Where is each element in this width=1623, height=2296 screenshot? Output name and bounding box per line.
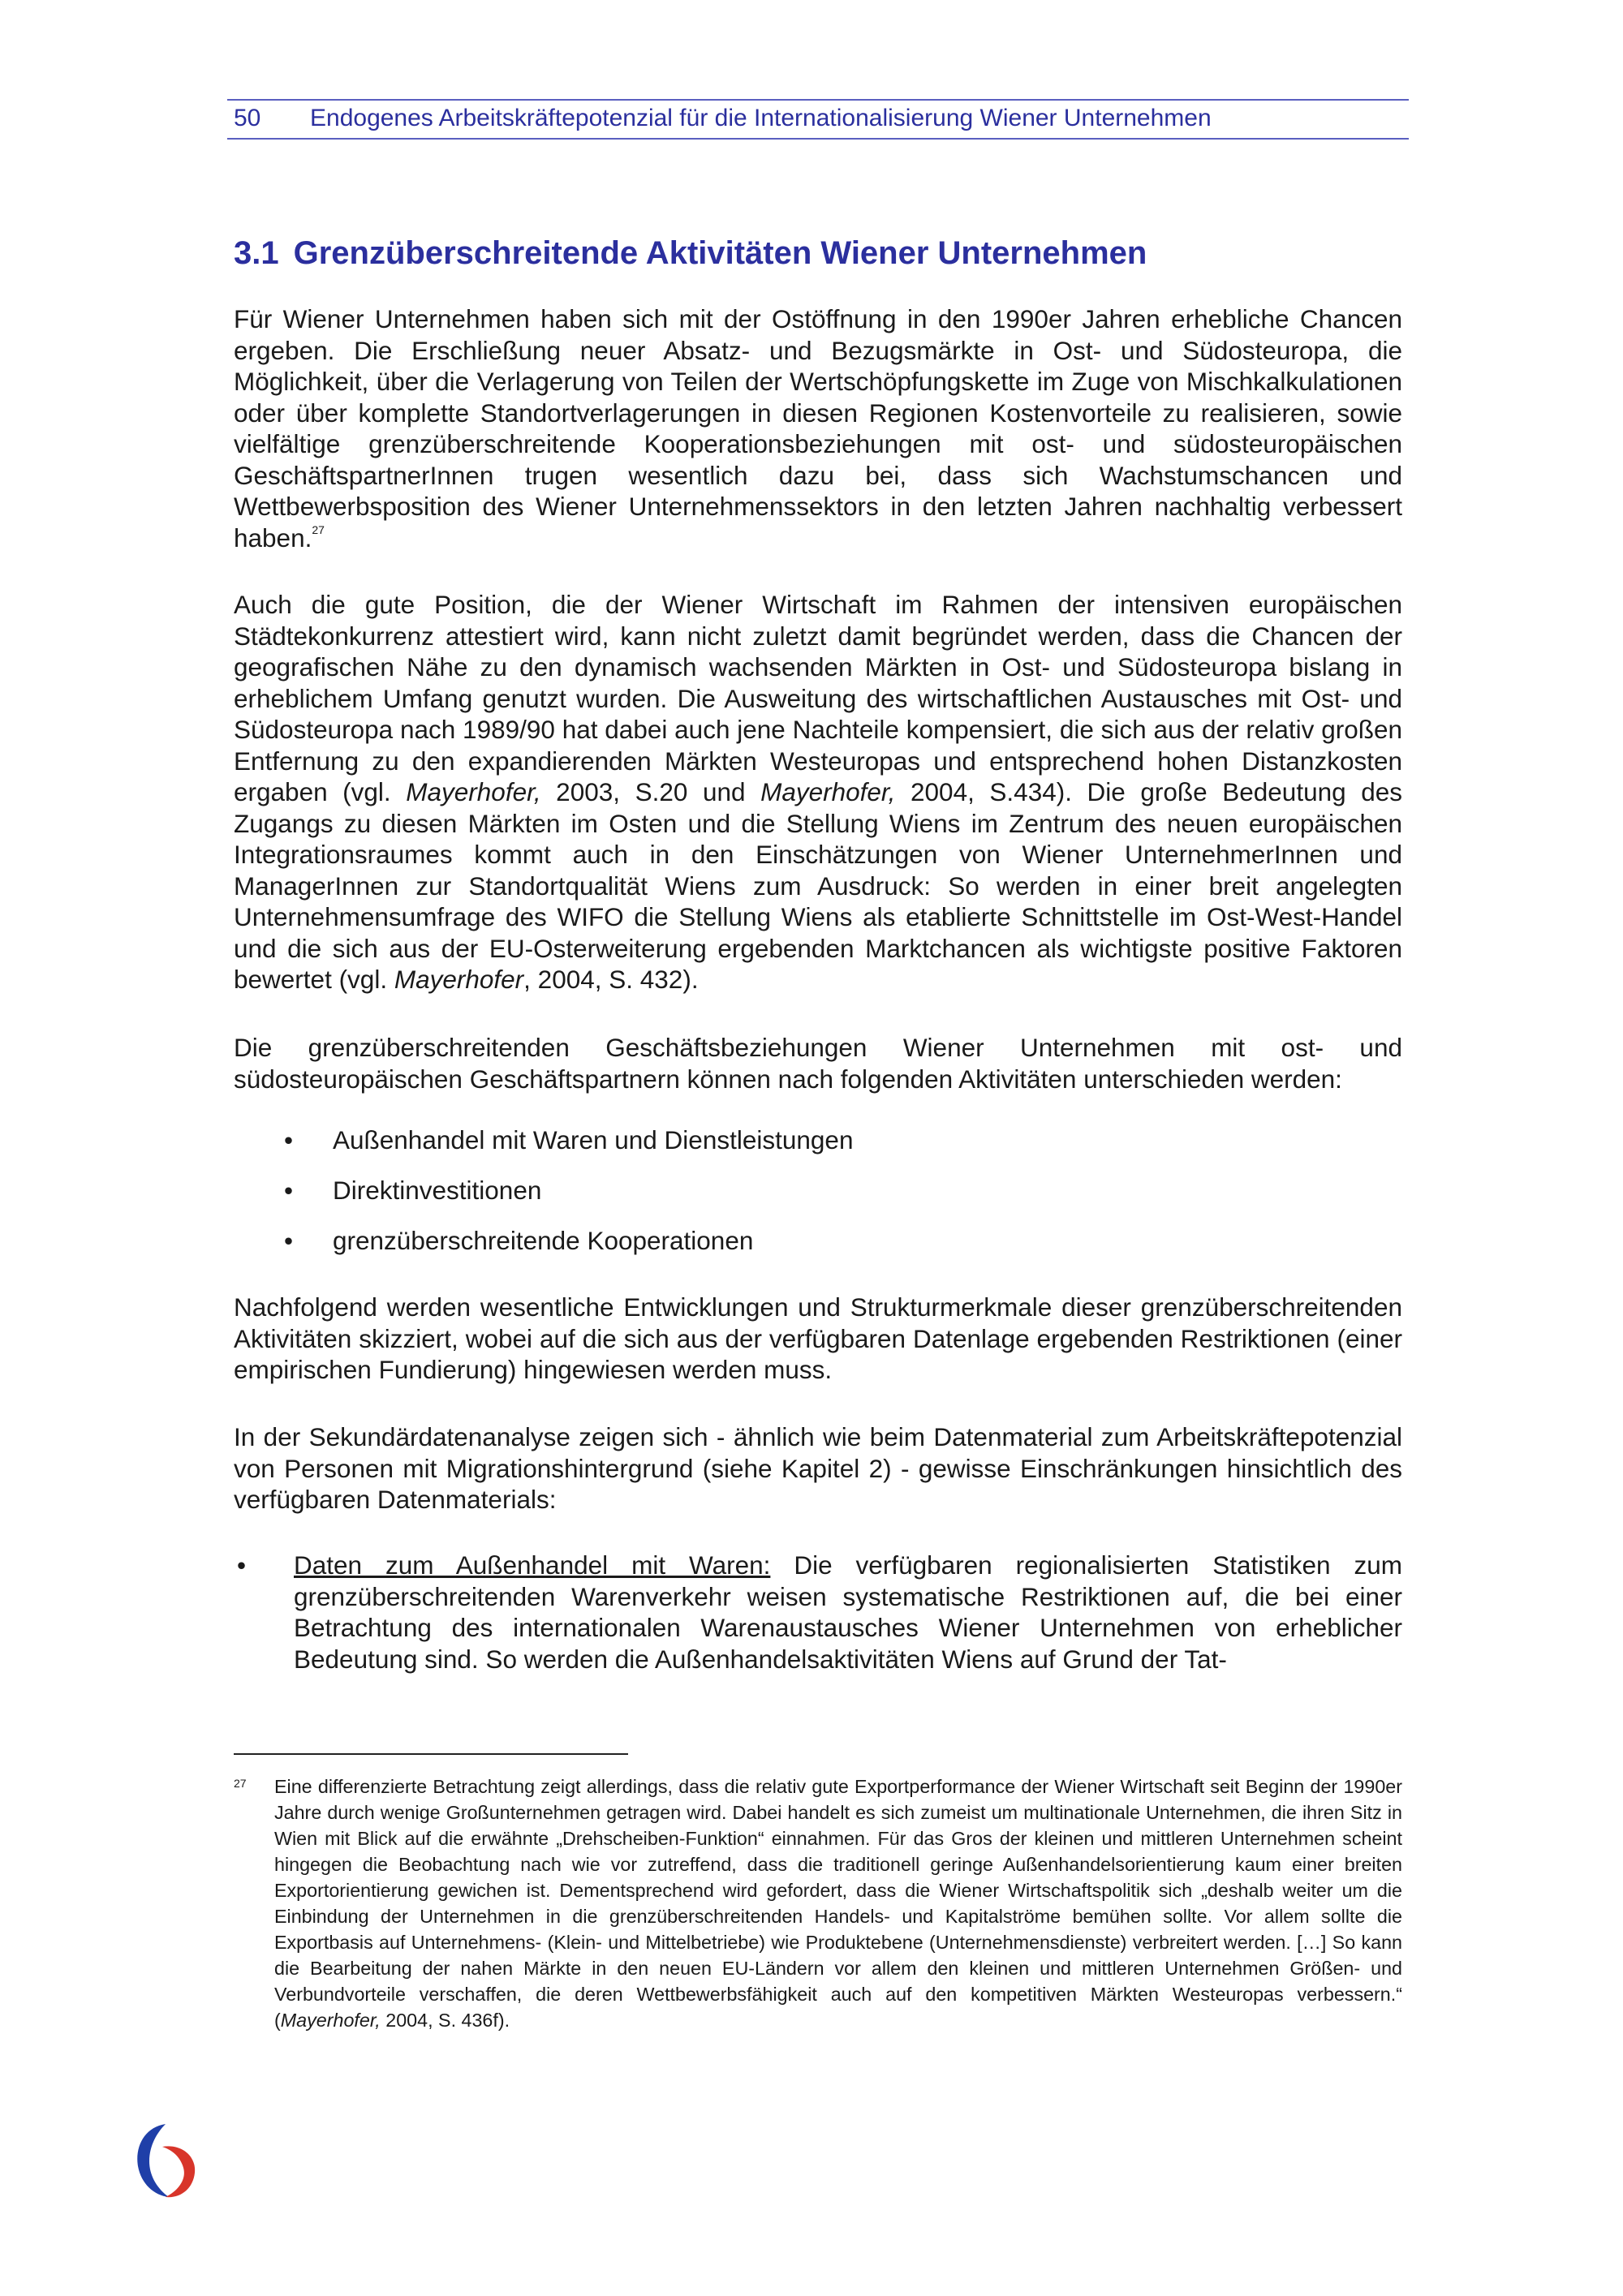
- paragraph-1-text: Für Wiener Unternehmen haben sich mit der Ostöffnung in den 1990er Jahren erhebliche Chancen ergeben. Die Erschließung neuer Absatz- und Bezugsmärkte in Ost- und Südosteuropa, die Möglichkeit, über die Verlagerung von Teilen der Wertschöpfungskette im Zuge von Mischkalkulationen oder über komplette Standortverlagerungen in diesen Regionen Kostenvorteile zu realisieren, sowie vielfältige grenzüberschreitende Kooperationsbeziehungen mit ost- und südosteuropäischen GeschäftspartnerInnen trugen wesentlich dazu bei, dass sich Wachstumschancen und Wettbewerbsposition des Wiener Unternehmenssektors in den letzten Jahren nachhaltig verbessert haben.: [234, 304, 1402, 553]
- citation-mayerhofer-2004: Mayerhofer,: [760, 777, 896, 806]
- list-item: [234, 1225, 853, 1275]
- publisher-logo-icon: [130, 2119, 203, 2200]
- document-title: Endogenes Arbeitskräftepotenzial für die Internationalisierung Wiener Unternehmen: [310, 105, 1212, 131]
- section-title: Grenzüberschreitende Aktivitäten Wiener Unternehmen: [293, 235, 1147, 271]
- bullet-icon: •: [237, 1550, 247, 1580]
- running-header: [227, 99, 1409, 140]
- section-number: 3.1: [234, 235, 279, 271]
- data-bullet: [234, 1550, 1402, 1675]
- paragraph-2: [234, 589, 1402, 995]
- footnote: [234, 1774, 1402, 2033]
- footnote-citation: Mayerhofer,: [280, 2010, 381, 2031]
- footnote-reference[interactable]: 27: [312, 522, 325, 536]
- list-item-text: grenzüberschreitende Kooperationen: [333, 1226, 754, 1255]
- data-bullet-label: Daten zum Außenhandel mit Waren:: [294, 1550, 771, 1580]
- footnote-body: Eine differenzierte Betrachtung zeigt allerdings, dass die relativ gute Exportperformance der Wiener Wirtschaft seit Beginn der 1990er Jahre durch wenige Großunternehmen getragen wird. Dabei handelt es sich zumeist um multinationale Unternehmen, die ihren Sitz in Wien mit Blick auf die erwähnte „Drehscheiben-Funktion“ einnahmen. Für das Gros der kleinen und mittleren Unternehmen scheint hingegen die Beobachtung nach wie vor zutreffend, dass die traditionell geringe Außenhandelsorientierung kaum einer breiten Exportorientierung gewichen ist. Dementsprechend wird gefordert, dass die Wiener Wirtschaftspolitik sich „deshalb weiter um die Einbindung der Unternehmen in die grenzüberschreitenden Handels- und Kapitalströme bemühen sollte. Vor allem sollte die Exportbasis auf Unternehmens- (Klein- und Mittelbetriebe) wie Produktebene (Unternehmensdienste) verbreitert werden. […] So kann die Bearbeitung der nahen Märkte in den neuen EU-Ländern vor allem den kleinen und mittleren Unternehmen Größen- und Verbundvorteile verschaffen, die deren Wettbewerbsfähigkeit auch auf den kompetitiven Märkten Westeuropas verbessern.“ (: [274, 1776, 1402, 2031]
- footnote-divider: [234, 1753, 628, 1755]
- paragraph-5: In der Sekundärdatenanalyse zeigen sich - ähnlich wie beim Datenmaterial zum Arbeitskräftepotenzial von Personen mit Migrationshintergrund (siehe Kapitel 2) - gewisse Einschränkungen hinsichtlich des verfügbaren Datenmaterials:: [234, 1422, 1402, 1514]
- paragraph-4: Nachfolgend werden wesentliche Entwicklungen und Strukturmerkmale dieser grenzüberschreitenden Aktivitäten skizziert, wobei auf die sich aus der verfügbaren Datenlage ergebenden Restriktionen (einer empirischen Fundierung) hingewiesen werden muss.: [234, 1292, 1402, 1384]
- footnote-text: [274, 1774, 1402, 2033]
- activity-list: [234, 1124, 853, 1275]
- bullet-icon: •: [284, 1176, 294, 1205]
- list-item: [234, 1124, 853, 1175]
- paragraph-3: Die grenzüberschreitenden Geschäftsbeziehungen Wiener Unternehmen mit ost- und südosteuropäischen Geschäftspartnern können nach folgenden Aktivitäten unterschieden werden:: [234, 1033, 1402, 1094]
- paragraph-2-part-4: , 2004, S. 432).: [523, 965, 699, 994]
- list-item-text: Direktinvestitionen: [333, 1176, 542, 1205]
- bullet-icon: •: [284, 1226, 294, 1255]
- data-bullet-content: [294, 1550, 1402, 1675]
- data-bullet-text: Die verfügbaren regionalisierten Statistiken zum grenzüberschreitenden Warenverkehr weisen systematische Restriktionen auf, die bei einer Betrachtung des internationalen Warenaustausches Wiener Unternehmen von erheblicher Bedeutung sind. So werden die Außenhandelsaktivitäten Wiens auf Grund der Tat-: [294, 1550, 1402, 1674]
- section-heading: [234, 230, 1147, 276]
- bullet-icon: •: [284, 1125, 294, 1154]
- citation-mayerhofer-2003: Mayerhofer,: [406, 777, 541, 806]
- paragraph-2-part-2: 2003, S.20 und: [540, 777, 761, 806]
- list-item: [234, 1175, 853, 1225]
- paragraph-2-part-1: Auch die gute Position, die der Wiener Wirtschaft im Rahmen der intensiven europäischen Städtekonkurrenz attestiert wird, kann nicht zuletzt damit begründet werden, dass die Chancen der geografischen Nähe zu den dynamisch wachsenden Märkten in Ost- und Südosteuropa bislang in erheblichem Umfang genutzt wurden. Die Ausweitung des wirtschaftlichen Austausches mit Ost- und Südosteuropa nach 1989/90 hat dabei auch jene Nachteile kompensiert, die sich aus der relativ großen Entfernung zu den expandierenden Märkten Westeuropas und entsprechend hohen Distanzkosten ergaben (vgl.: [234, 590, 1402, 806]
- footnote-number: 27: [234, 1777, 247, 1790]
- list-item-text: Außenhandel mit Waren und Dienstleistungen: [333, 1125, 854, 1154]
- citation-mayerhofer-2004-wifo: Mayerhofer: [394, 965, 524, 994]
- paragraph-1: [234, 303, 1402, 553]
- page-number: 50: [234, 105, 261, 131]
- paragraph-2-part-3: 2004, S.434). Die große Bedeutung des Zugangs zu diesen Märkten im Osten und die Stellung Wiens im Zentrum des neuen europäischen Integrationsraumes kommt auch in den Einschätzungen von Wiener UnternehmerInnen und ManagerInnen zur Standortqualität Wiens zum Ausdruck: So werden in einer breit angelegten Unternehmensumfrage des WIFO die Stellung Wiens als etablierte Schnittstelle im Ost-West-Handel und die sich aus der EU-Osterweiterung ergebenden Marktchancen als wichtigste positive Faktoren bewertet (vgl.: [234, 777, 1402, 994]
- logo-blue-swoosh: [137, 2124, 169, 2197]
- footnote-tail: 2004, S. 436f).: [380, 2010, 510, 2031]
- logo-red-swoosh: [162, 2146, 195, 2197]
